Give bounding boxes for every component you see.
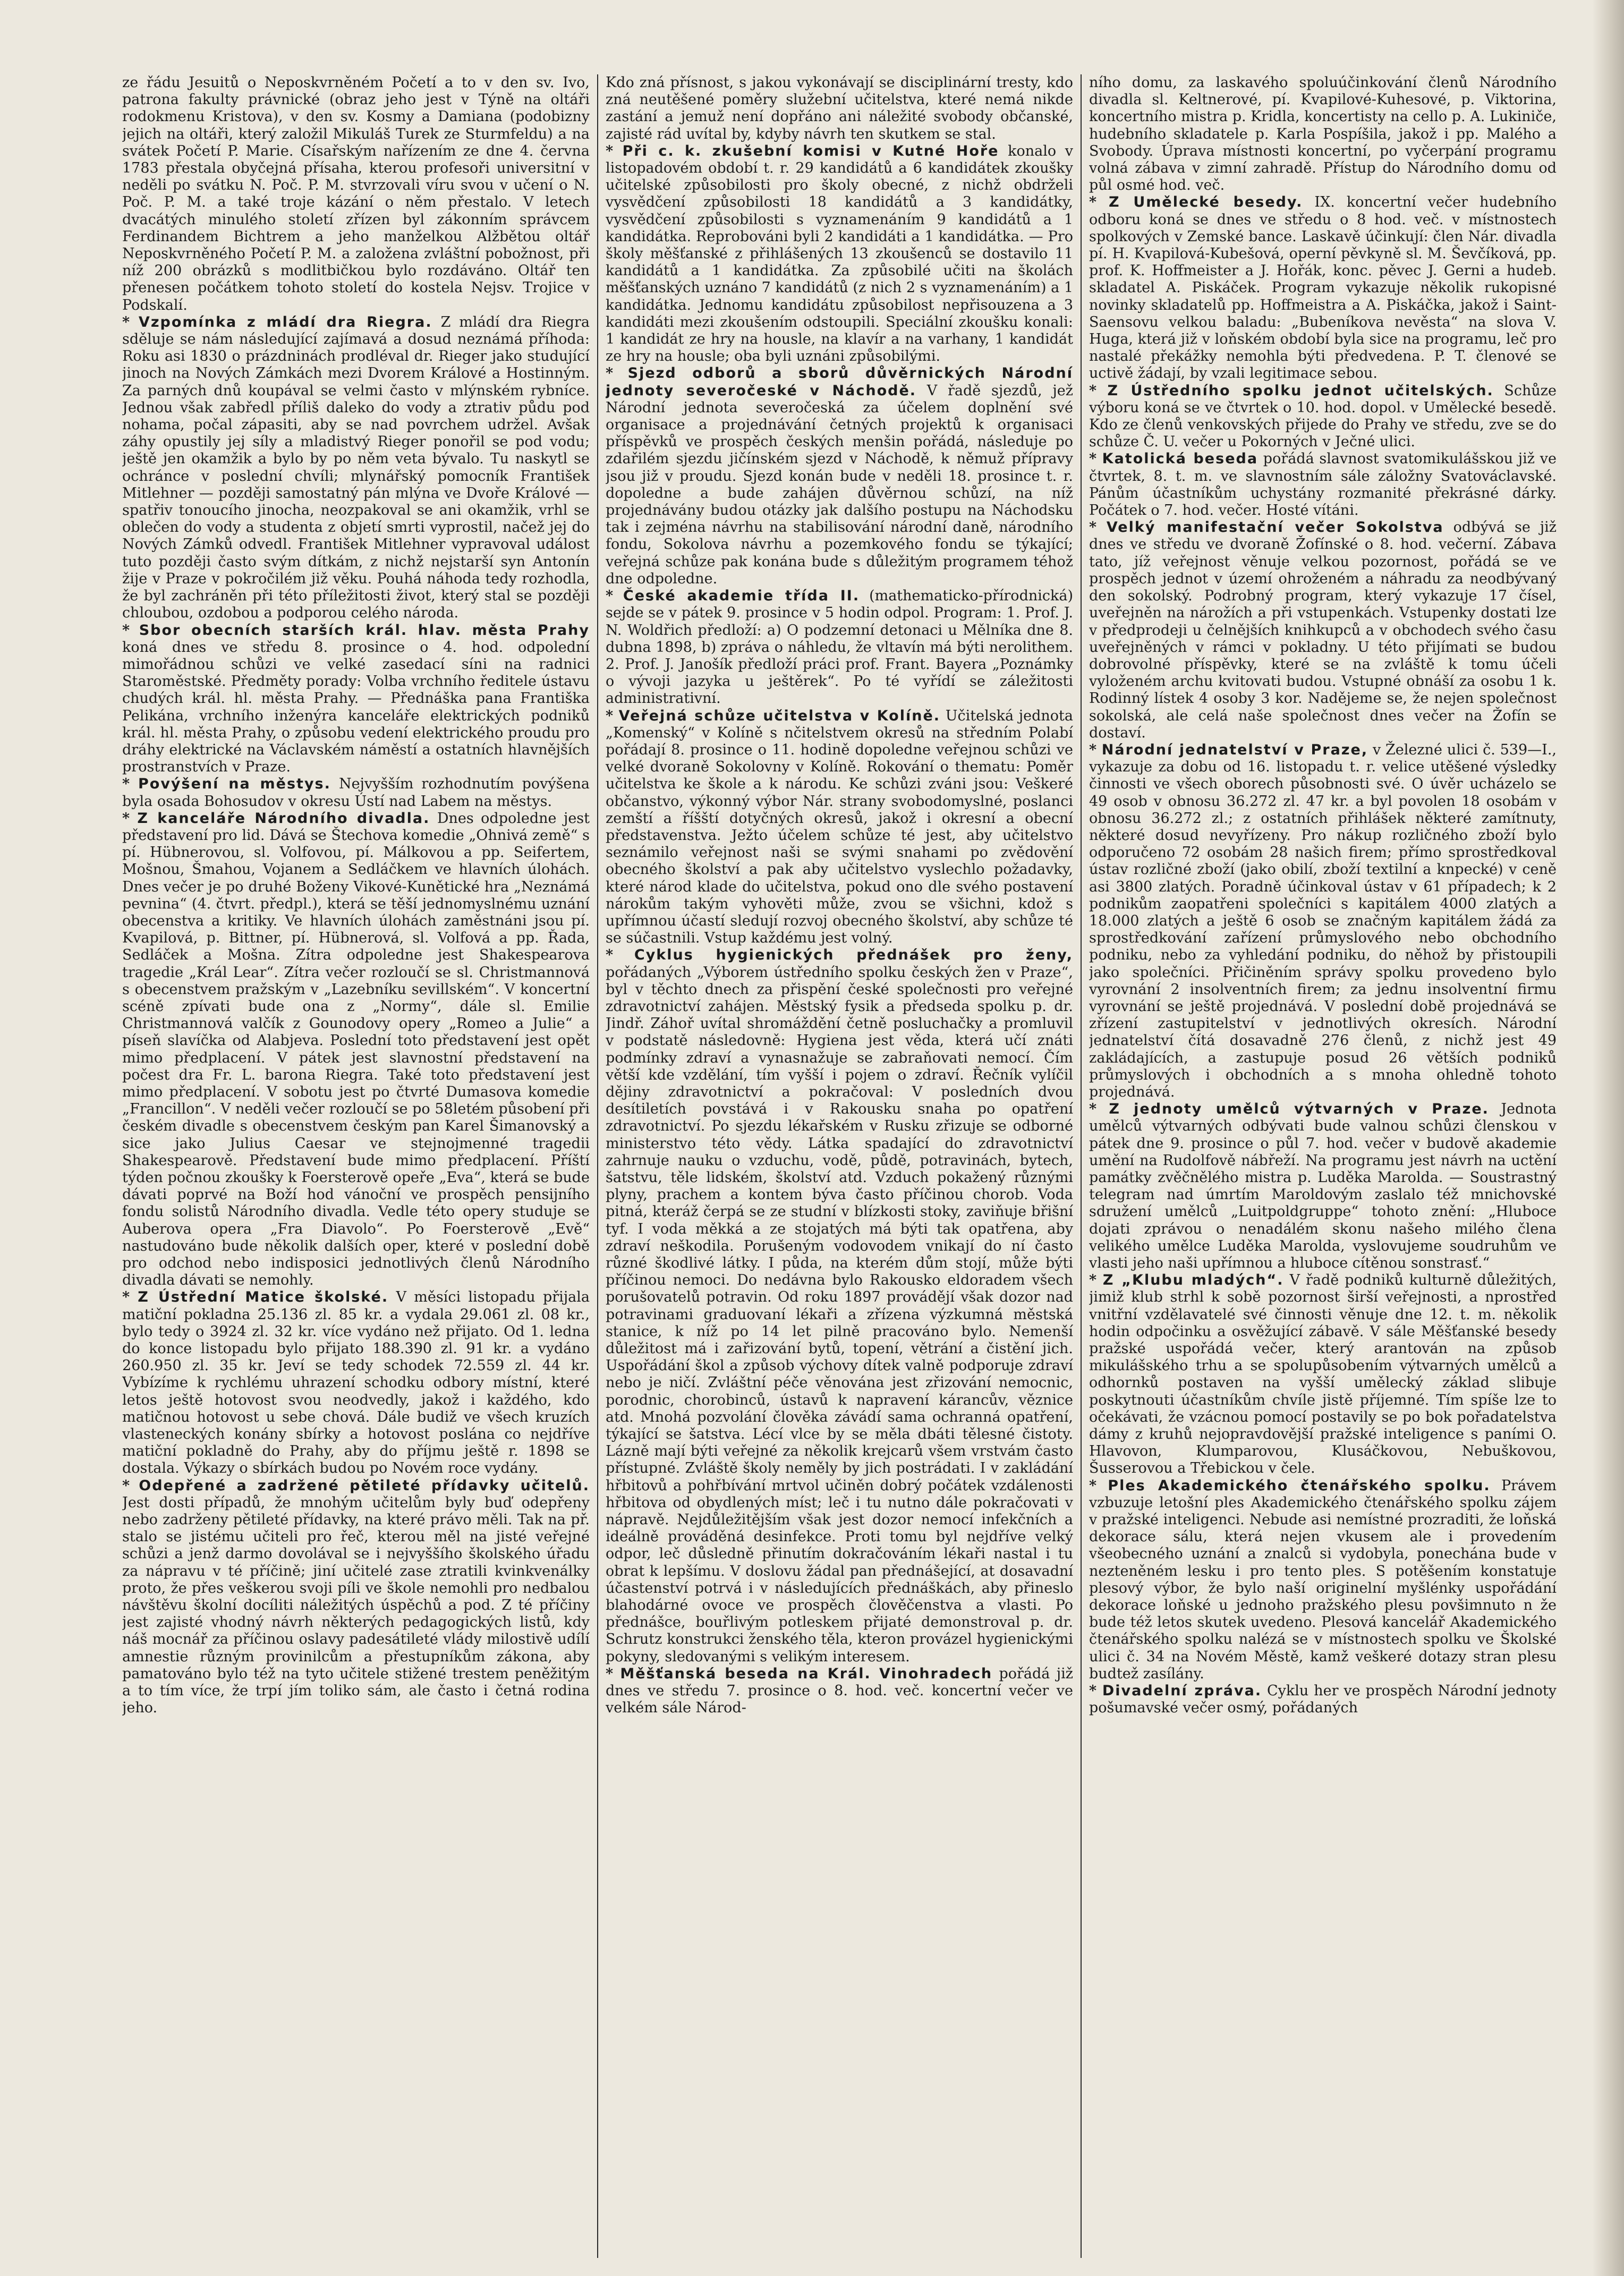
news-item-body: Schůze výboru koná se ve čtvrtek o 10. hod. dopol. v Umělecké besedě. Kdo ze členů venkovských přijede do Prahy ve středu, zve se do schůze Č. U. večer u Pokorných v Ječné ulici.: [1089, 382, 1557, 451]
column-divider: [597, 74, 598, 2258]
article-columns: [122, 74, 1557, 2258]
news-item: [122, 1477, 590, 1717]
news-item-heading: Velký manifestační večer Sokolstva: [1106, 519, 1444, 536]
news-item-heading: Sbor obecních starších král. hlav. města Prahy: [139, 622, 590, 639]
news-item-body: ního domu, za laskavého spoluúčinkování členů Národního divadla sl. Keltnerové, pí. Kvapilové-Kuhesové, p. Viktorina, koncertního mistra p. Kridla, koncertisty na cello p. A. Lukiniče, hudebního skladatele p. Karla Pospíšila, jakož i pp. Malého a Svobody. Úprava místnosti koncertní, po vyčerpání programu volná zábava v zimní zahradě. Přístup do Národního domu od půl osmé hod. več.: [1089, 74, 1557, 194]
news-item-body: odbývá se již dnes ve středu ve dvoraně Žofínské o 8. hod. večerní. Zábava tato, jíž veřejnost věnuje velkou pozornost, pořádá se ve prospěch jednot v území ohroženém a náhradu za neodbývaný den sokolský. Podrobný program, který vykazuje 17 čísel, uveřejněn na nárožích a při vstupenkách. Vstupenky dostati lze v předprodeji u čelnějších knihkupců a v obchodech svého času uveřejněných v rámci v pokladny. U této přijímati se budou dobrovolné příspěvky, které se na zvláště k tomu účeli vyloženém archu kvitovati budou. Vstupné obnáší za osobu 1 k. Rodinný lístek 4 osoby 3 kor. Nadějeme se, že nejen společnost sokolská, ale celá naše společnost dnes večer na Žofín se dostaví.: [1089, 519, 1557, 741]
news-item-heading: Z Ústředního spolku jednot učitelských.: [1107, 382, 1494, 399]
news-item-body: Nejvyšším rozhodnutím povýšena byla osada Bohosudov v okresu Ústí nad Labem na městys.: [122, 776, 590, 810]
news-item-body: Jest dosti případů, že mnohým učitelům byly buď odepřeny nebo zadrženy pětileté přídavky, na které právo měli. Tak na př. stalo se jistému učiteli pro řeč, kterou měl na jisté veřejné schůzi a jenž darmo dovolával se i nejvyššího školského úřadu za nápravu v té příčině; jiní učitelé zase ztratili kvinkvenálky proto, že přes veškerou svoji píli ve škole nemohli pro nedbalou návštěvu školní docíliti náležitých úspěchů a pod. Z té příčiny jest zajisté vhodný návrh některých pedagogických listů, kdy náš mocnář za příčinou oslavy padesátileté vlády milostivě udílí amnestie různým provinilcům a přestupníkům zákona, aby pamatováno bylo též na tyto učitele stižené trestem peněžitým a to tím více, že trpí jím toliko sám, ale často i četná rodina jeho.: [122, 1494, 590, 1717]
news-item-body: V řadě podniků kulturně důležitých, jimiž klub strhl k sobě pozornost širší veřejnosti, a nprostřed vnitřní vzdělavatelé své činnosti věnuje dne 12. t. m. několik hodin odpočinku a osvěžující zábavě. V sále Měšťanské besedy pražské uspořádá večer, který arantován na způsob mikulášského trhu a se spolupůsobením výtvarných umělců a odhornků postaven na vyšší umělecký základ slibuje poskytnouti účastníkům chvíle jistě příjemné. Tím spíše lze to očekávati, že vzácnou pomocí postavily se po bok pořadatelstva dámy z kruhů nejopravdovější pražské inteligence s paními O. Hlavovon, Klumparovou, Klusáčkovou, Nebuškovou, Šusserovou a Třebickou v čele.: [1089, 1272, 1557, 1477]
news-item: [606, 708, 1073, 947]
news-item: [606, 947, 1073, 1666]
news-item-heading: Katolická beseda: [1102, 451, 1259, 468]
item-marker: *: [122, 313, 139, 330]
news-item-body: pořádá již dnes ve středu 7. prosince o 8. hod. več. koncertní večer ve velkém sále Národ-: [606, 1665, 1074, 1717]
news-item-body: pořádaných „Výborem ústředního spolku českých žen v Praze“, byl v těchto dnech za přispění české společnosti pro veřejné zdravotnictví zahájen. Městský fysik a předseda spolku p. dr. Jindř. Záhoř uvítal shromáždění četně posluchačky a promluvil v podstatě následovně: Hygiena jest věda, která učí znáti podmínky zdraví a vynasnažuje se zabraňovati nemocí. Čím větší kde vzdělání, tím vyšší i pojem o zdraví. Řečník vylíčil dějiny zdravotnictví a pokračoval: V posledních dvou desítiletích povstává i v Rakousku snaha po opatření zdravotnictví. Po sjezdu lékařském v Rusku zřizuje se odborné ministerstvo této vědy. Látka spadající do zdravotnictví zahrnuje nauku o vzduchu, vodě, půdě, potravinách, bytech, šatstvu, těle lidském, školství atd. Vzduch pokažený různými plyny, prachem a kontem býva často příčinou chorob. Voda pitná, kteráž čerpá se ze studní v blízkosti stoky, zaviňuje břišní tyf. I voda měkká a ze stojatých má býti tak opatřena, aby zdraví neškodila. Porušeným vodovodem vnikají do ní často různé škodlivé látky. I půda, na kterém dům stojí, může býti příčinou nemoci. Do nedávna bylo Rakousko eldoradem všech porušovatelů potravin. Od roku 1897 provádějí však dozor nad potravinami graduovaní lékaři a zřízena výzkumná městská stanice, k níž po 14 let pilně pracováno bylo. Nemenší důležitost má i zařizování bytů, topení, větrání a čistění jich. Uspořádání škol a způsob výchovy dítek valně podporuje zdraví nebo je ničí. Zvláštní péče věnována jest zřizování nemocnic, porodnic, chorobinců, ústavů k napravení kárancův, věznice atd. Mnohá pozvolání člověka závádí sama ochranná opatření, týkající se šatstva. Lécí vlce by se měla dbáti tělesné čistoty. Lázně mají býti veřejné za několik krejcarů všem vrstvám často přístupné. Zvláště školy neměly by jich postrádati. I v zakládání hřbitovů a pohřbívání mrtvol učiněn dobrý počátek vzdálenosti hřbitova od obydlených míst; leč i tu nutno dále pokračovati v nápravě. Nejdůležitějším však jest dozor nemocí infekčních a ideálně prováděná desinfekce. Proti tomu byl nejdříve velký odpor, leč důsledně přinutím dokračováním lékaři nastal i tu obrat k lepšímu. V doslovu žádal pan přednášející, at dosavadní účastenství potrvá i v následujících přednáškách, aby přineslo blahodárné ovoce ve prospěch člověčenstva a vlasti. Po přednášce, bouřlivým potleskem přijaté demonstroval p. dr. Schrutz konstrukci ženského těla, kteron provázel hygienickými pokyny, sledovanými s velikým interesem.: [606, 964, 1074, 1665]
news-item-body: (mathematicko-přírodnická) sejde se v pátek 9. prosince v 5 hodin odpol. Program: 1. Prof. J. N. Woldřich předloží: a) O podzemní detonaci u Mělníka dne 8. dubna 1898, b) zpráva o náhledu, že vltavín má býti nerolithem. 2. Prof. J. Janošík předloží práci prof. Frant. Bayera „Poznámky o vývoji jazyka u ještěrek“. Po té vyřídí se záležitosti administrativní.: [606, 588, 1074, 707]
news-item-heading: Z Ústřední Matice školské.: [138, 1289, 389, 1306]
news-item-heading: Odepřené a zadržené pětileté přídavky učitelů.: [139, 1477, 590, 1494]
item-marker: *: [1089, 1683, 1102, 1700]
item-marker: *: [606, 142, 623, 159]
item-marker: *: [122, 810, 138, 827]
news-item-body: konalo v listopadovém období t. r. 29 kandidátů a 6 kandidátek zkoušky učitelské způsobilosti pro školy obecné, z nichž obdrželi vysvědčení způsobilosti 18 kandidátů a 3 kandidátky, vysvědčení způsobilosti s vyznamenáním 9 kandidátů a 1 kandidátka. Reprobováni byli 2 kandidáti a 1 kandidátka. — Pro školy měšťanské z přihlášených 13 zkoušenců se dostavilo 11 kandidátů a 1 kandidátka. Za způsobilé učiti na školách měšťanských uznáno 7 kandidátů (z nich 2 s vyznamenáním) a 1 kandidátka. Jednomu kandidátu způsobilost nepřisouzena a 3 kandidáti mezi zkoušením odstoupili. Speciální zkoušku konali: 1 kandidát ze hry na housle, na klavír a na varhany, 1 kandidát ze hry na housle; oba byli uznáni způsobilými.: [606, 142, 1074, 365]
news-item: [1089, 383, 1557, 451]
item-marker: *: [1089, 1101, 1109, 1118]
news-item: [1089, 1683, 1557, 1717]
item-marker: *: [122, 776, 138, 793]
item-marker: *: [606, 947, 634, 964]
news-item-heading: Při c. k. zkušební komisi v Kutné Hoře: [622, 142, 999, 159]
news-item-heading: Měšťanská beseda na Král. Vinohradech: [620, 1665, 993, 1682]
item-marker: *: [122, 1477, 139, 1494]
news-item-body: v Železné ulici č. 539—I., vykazuje za dobu od 16. listopadu t. r. velice utěšené výsledky činnosti ve všech oborech působnosti své. O úvěr ucházelo se 49 osob v obnosu 36.272 zl. 47 kr. a byl povolen 18 osobám v obnosu 36.272 zl.; z ostatních přihlášek některé zamítnuty, některé dosud nevyřízeny. Pro nákup rozličného zboží bylo odporučeno 72 osobám 28 našich firem; přímo sprostředkoval ústav rozličné zboží (jako obilí, zboží textilní a knpecké) v ceně asi 3800 zlatých. Poradně účinkoval ústav v 61 případech; k 2 podnikům zaopatřeni společníci s kapitálem 4000 zlatých a 18.000 zlatých a ještě 6 osob se značným kapitálem žádá za sprostředkování zařízení průmyslového nebo obchodního podniku, nebo za vyhledání podniku, do něhož by přistoupili jako společníci. Přičiněním správy spolku provedeno bylo vyrovnání 2 insolventních firem; za jednu insolventní firmu vyrovnání se ještě projednává. V poslední době projednává se zřízení zastupitelství v jednotlivých okresích. Národní jednatelství čítá dosavadně 276 členů, z nichž jest 49 zakládajících, a zastupuje posud 26 větších podniků průmyslových i obchodních a s mnoha ohledně tohoto projednává.: [1089, 741, 1557, 1100]
news-item-continuation: [606, 74, 1073, 143]
news-item: [1089, 1477, 1557, 1683]
news-item: [1089, 451, 1557, 519]
news-item: [122, 810, 590, 1289]
news-item-heading: Vzpomínka z mládí dra Riegra.: [138, 313, 432, 330]
news-item-body: Právem vzbuzuje letošní ples Akademického čtenářského spolku zájem v pražské inteligenci. Nebude asi nemístné prozraditi, že loňská dekorace sálu, která nejen vkusem ale i provedením všeobecného uznání a znalců si vydobyla, ponechána bude v nezteněném lesku i pro tento ples. S potěšením konstatuje plesový výbor, že bylo naší originelní myšlénky uspořádání dekorace loňské u jednoho pražského plesu povšimnuto n že bude též letos skutek uvedeno. Plesová kancelář Akademického čtenářského spolku nalézá se v místnostech spolku ve Školské ulici č. 34 na Novém Městě, kamž veškeré dotazy stran plesu budtež zasílány.: [1089, 1477, 1557, 1682]
news-item: [1089, 1101, 1557, 1272]
item-marker: *: [1089, 519, 1107, 536]
item-marker: *: [606, 1665, 620, 1682]
news-item-body: pořádá slavnost svatomikulášskou již ve čtvrtek, 8. t. m. ve slavnostním sále záložny Svatováclavské. Pánům účastníkům uchystány rozmanité překrásné dárky. Počátek o 7. hod. večer. Hosté vítáni.: [1089, 451, 1557, 519]
page-edge-shadow: [1592, 0, 1624, 2276]
news-item-continuation: [1089, 74, 1557, 194]
item-marker: *: [606, 707, 619, 724]
news-item-heading: Z jednoty umělců výtvarných v Praze.: [1109, 1101, 1489, 1118]
news-item-heading: Veřejná schůze učitelstva v Kolíně.: [618, 707, 941, 724]
news-item: [122, 622, 590, 776]
news-item-body: V řadě sjezdů, jež Národní jednota severočeská za účelem doplnění své organisace a projednávání četných projektů k organisaci příspěvků ve prospěch českých menšin pořádá, následuje po zdařilém sjezdu jičínském sjezd v Náchodě, k němuž přípravy jsou již v proudu. Sjezd konán bude v neděli 18. prosince t. r. dopoledne a bude zahájen důvěrnou schůzí, na níž projednávány budou otázky jak dalšího postupu na Náchodsku tak i zejména návrhu na stabilisování národní daně, národního fondu, Sokolova návrhu a pozemkového fondu se týkající; veřejná schůze pak konána bude s důležitým programem téhož dne odpoledne.: [606, 382, 1074, 587]
item-marker: *: [1089, 382, 1108, 399]
item-marker: *: [1089, 1477, 1108, 1494]
news-item-body: Jednota umělců výtvarných odbývati bude valnou schůzi členskou v pátek dne 9. prosince o půl 7. hod. večer v budově akademie umění na Rudolfově nábřeží. Na programu jest návrh na uctění památky zvěčnělého mistra p. Luděka Marolda. — Soustrastný telegram nad úmrtím Maroldovým zaslalo též mnichovské sdružení umělců „Luitpoldgruppe“ tohoto znění: „Hluboce dojati zprávou o nenadálém skonu našeho milého člena velikého umělce Luděka Marolda, vyslovujeme soudruhům ve vlasti jeho naši upřímnou a hluboce cítěnou sonstrasť.“: [1089, 1101, 1557, 1272]
news-item: [1089, 519, 1557, 742]
news-item-heading: Národní jednatelství v Praze,: [1101, 741, 1368, 758]
news-item-heading: Cyklus hygienických přednášek pro ženy,: [634, 947, 1074, 964]
news-item-body: Cyklu her ve prospěch Národní jednoty pošumavské večer osmý, pořádaných: [1089, 1683, 1557, 1717]
item-marker: *: [1089, 451, 1102, 468]
news-item-body: V měsíci listopadu přijala matiční pokladna 25.136 zl. 85 kr. a vydala 29.061 zl. 08 kr., bylo tedy o 3924 zl. 32 kr. více vydáno než přijato. Od 1. ledna do konce listopadu bylo přijato 188.390 zl. 91 kr. a vydáno 260.950 zl. 35 kr. Jeví se tedy schodek 72.559 zl. 44 kr. Vybízíme k rychlému uhrazení schodku odbory místní, které letos ještě hotovost svou neodvedly, jakož i každého, kdo matičnou hotovost u sebe chová. Dále budiž ve všech kruzích vlasteneckých konány sbírky a hotovost poslána co nejdříve matiční pokladně do Prahy, aby do příjmu ještě r. 1898 se dostala. Výkazy o sbírkách budou po Novém roce vydány.: [122, 1289, 590, 1477]
news-item: [1089, 1272, 1557, 1477]
news-item-heading: Z kanceláře Národního divadla.: [137, 810, 430, 827]
news-item: [122, 1289, 590, 1477]
news-item-heading: Z Umělecké besedy.: [1108, 194, 1303, 211]
news-item: [122, 776, 590, 810]
news-item-heading: Ples Akademického čtenářského spolku.: [1108, 1477, 1491, 1494]
news-item-body: IX. koncertní večer hudebního odboru koná se dnes ve středu o 8 hod. več. v místnostech spolkových v Zemské bance. Laskavě účinkují: člen Nár. divadla pí. H. Kvapilová-Kubešová, operní pěvkyně sl. M. Ševčíková, pp. prof. K. Hoffmeister a J. Hořák, konc. pěvec J. Gerni a hudeb. skladatel A. Piskáček. Program vykazuje několik rukopisné novinky skladatelů pp. Hoffmeistra a A. Piskáčka, jakož i Saint-Saensovu velkou baladu: „Bubeníkova nevěsta“ na slova V. Huga, která již v loňském období byla sice na programu, leč pro nastalé překážky nemohla býti předvedena. P. T. členové se uctivě žádají, by vzali legitimace sebou.: [1089, 194, 1557, 382]
item-marker: *: [1089, 194, 1109, 211]
news-item-continuation: [122, 74, 590, 314]
column-middle: [606, 74, 1073, 2258]
news-item: [606, 143, 1073, 366]
news-item-heading: Povýšení na městys.: [138, 776, 331, 793]
news-item-heading: Divadelní zpráva.: [1102, 1683, 1262, 1700]
news-item-body: Kdo zná přísnost, s jakou vykonávají se disciplinární tresty, kdo zná neutěšené poměry služební učitelstva, které nemá nikde zastání a jemuž není dopřáno ani náležité svobody občanské, zajisté rád uvítal by, kdyby návrh ten skutkem se stal.: [606, 74, 1074, 142]
news-item-body: koná dnes ve středu 8. prosince o 4. hod. odpolední mimořádnou schůzi ve velké zasedací síni na radnici Staroměstské. Předměty porady: Volba vrchního ředitele ústavu chudých král. hl. města Prahy. — Přednáška pana Františka Pelikána, vrchního inženýra kanceláře elektrických podniků král. hl. města Prahy, o způsobu vedení elektrického proudu pro dráhy elektrické na Václavském náměstí a ostatních hlavnějších prostranstvích v Praze.: [122, 639, 590, 776]
news-item-body: Dnes odpoledne jest představení pro lid. Dává se Štechova komedie „Ohnivá země“ s pí. Hübnerovou, sl. Volfovou, pí. Málkovou a pp. Seifertem, Mošnou, Šmahou, Vojanem a Sedláčkem ve hlavních úlohách. Dnes večer je po druhé Boženy Vikové-Kunětické hra „Neznámá pevnina“ (4. čtvrt. předpl.), která se těší jednomyslnému uznání obecenstva a kritiky. Ve hlavních úlohách zaměstnáni jsou pí. Kvapilová, p. Bittner, pí. Hübnerová, sl. Volfová a pp. Řada, Sedláček a Mošna. Zítra odpoledne jest Shakespearova tragedie „Král Lear“. Zítra večer rozloučí se sl. Christmannová s obecenstvem pražským v „Lazebníku sevillském“. V koncertní scéně zpívati bude ona z „Normy“, dále sl. Emilie Christmannová valčík z Gounodovy opery „Romeo a Julie“ a píseň slavíčka od Alabjeva. Poslední toto představení jest opět mimo předplacení. V pátek jest slavnostní představení na počest dra Fr. L. barona Riegra. Také toto představení jest mimo předplacení. V sobotu jest po čtvrté Dumasova komedie „Francillon“. V neděli večer rozloučí se po 58letém působení při českém divadle s obecenstvem českým pan Karel Šimanovský a sice jako Julius Caesar ve stejnojmenné tragedii Shakespearově. Představení bude mimo předplacení. Příští týden počnou zkoušky k Foersterově opeře „Eva“, která se bude dávati poprvé na Boží hod vánoční ve prospěch pensijního fondu solistů Národního divadla. Vedle této opery studuje se Auberova opera „Fra Diavolo“. Po Foersterově „Evě“ nastudováno bude několik dalších oper, které v poslední době pro odchod nebo indisposici jednotlivých členů Národního divadla dávati se nemohly.: [122, 810, 590, 1289]
news-item-heading: České akademie třída II.: [623, 588, 860, 605]
item-marker: *: [1089, 741, 1102, 758]
item-marker: *: [122, 622, 139, 639]
column-divider: [1081, 74, 1082, 2258]
item-marker: *: [606, 588, 623, 605]
news-item-body: Učitelská jednota „Komenský“ v Kolíně s nčitelstvem okresů na středním Polabí pořádají 8. prosince o 11. hodině dopoledne veřejnou schůzi ve velké dvoraně Sokolovny v Kolíně. Rokování o thematu: Poměr učitelstva ke škole a k národu. Ke schůzi zváni jsou: Veškeré občanstvo, výkonný výbor Nár. strany svobodomyslné, poslanci zemští a říšští dotyčných okresů, jakož i okresní a obecní představenstva. Ježto účelem schůze té jest, aby učitelstvo seznámilo veřejnost naši se svými snahami po zvědovění obecného školství a pak aby učitelstvo vyslechlo požadavky, které národ klade do učitelstva, pokud ono dle svého postavení nárokům takým vyhověti může, zvou se všichni, kdož s upřímnou účastí sledují rozvoj obecného školství, aby schůze té se súčastnili. Vstup každému jest volný.: [606, 707, 1074, 947]
item-marker: *: [606, 365, 628, 382]
news-item-body: ze řádu Jesuitů o Neposkvrněném Početí a to v den sv. Ivo, patrona fakulty právnické (obraz jeho jest v Týně na oltáři rodokmenu Kristova), v den sv. Kosmy a Damiana (podobizny jejich na oltáři, který založil Mikuláš Turek ze Sturmfeldu) a na svátek Početí P. Marie. Císařským nařízením ze dne 4. června 1783 přestala obyčejná přísaha, kterou profesoři universitní v neděli po svátku N. Poč. P. M. stvrzovali víru svou v učení o N. Poč. P. M. a také troje kázání o něm přestalo. V letech dvacátých minulého století zřízen byl zákonním správcem Ferdinandem Bichtrem a jeho manželkou Alžbětou oltář Neposkvrněného Početí P. M. a založena zvláštní pobožnost, při níž 200 obrázků s modlitbičkou bylo rozdáváno. Oltář ten přenesen počátkem tohoto století do kostela Nejsv. Trojice v Podskalí.: [122, 74, 590, 313]
news-item: [606, 1666, 1073, 1717]
item-marker: *: [1089, 1272, 1103, 1289]
news-item-heading: Sjezd odborů a sborů důvěrnických Národní jednoty severočeské v Náchodě.: [606, 365, 1074, 399]
news-item: [122, 314, 590, 622]
news-item-heading: Z „Klubu mladých“.: [1102, 1272, 1284, 1289]
column-right: [1089, 74, 1557, 2258]
column-left: [122, 74, 590, 2258]
news-item: [606, 365, 1073, 588]
news-item-body: Z mládí dra Riegra sděluje se nám následující zajímavá a dosud neznámá příhoda: Roku asi 1830 o prázdninách prodléval dr. Rieger jako studující jinoch na Nových Zámkách mezi Dvorem Králové a Hostinným. Za parných dnů koupával se velmi často v mlýnském rybníce. Jednou však zabředl příliš daleko do vody a ztrativ půdu pod nohama, počal zápasiti, aby se nad povrchem udržel. Avšak záhy opustily jej síly a mladistvý Rieger ponořil se pod vodu; ještě jen okamžik a bylo by po něm veta bývalo. Tu naskytl se ochránce v poslední chvíli; mlynářský pomocník František Mitlehner — později samostatný pán mlýna ve Dvoře Králové — spatřiv tonoucího jinocha, neozpakoval se ani okamžik, vrhl se oblečen do vody a studenta z objetí smrti vyprostil, načež jej do Nových Zámků odvedl. František Mitlehner vypravoval událost tuto později často svým dítkám, z nichž nejstarší syn Antonín žije v Praze v pokročilém již věku. Pouhá náhoda tedy rozhodla, že byl zachráněn při této příležitosti život, který stal se později chloubou, ozdobou a podporou celého národa.: [122, 313, 590, 622]
news-item: [1089, 742, 1557, 1101]
news-item: [606, 588, 1073, 707]
item-marker: *: [122, 1289, 138, 1306]
news-item: [1089, 194, 1557, 382]
